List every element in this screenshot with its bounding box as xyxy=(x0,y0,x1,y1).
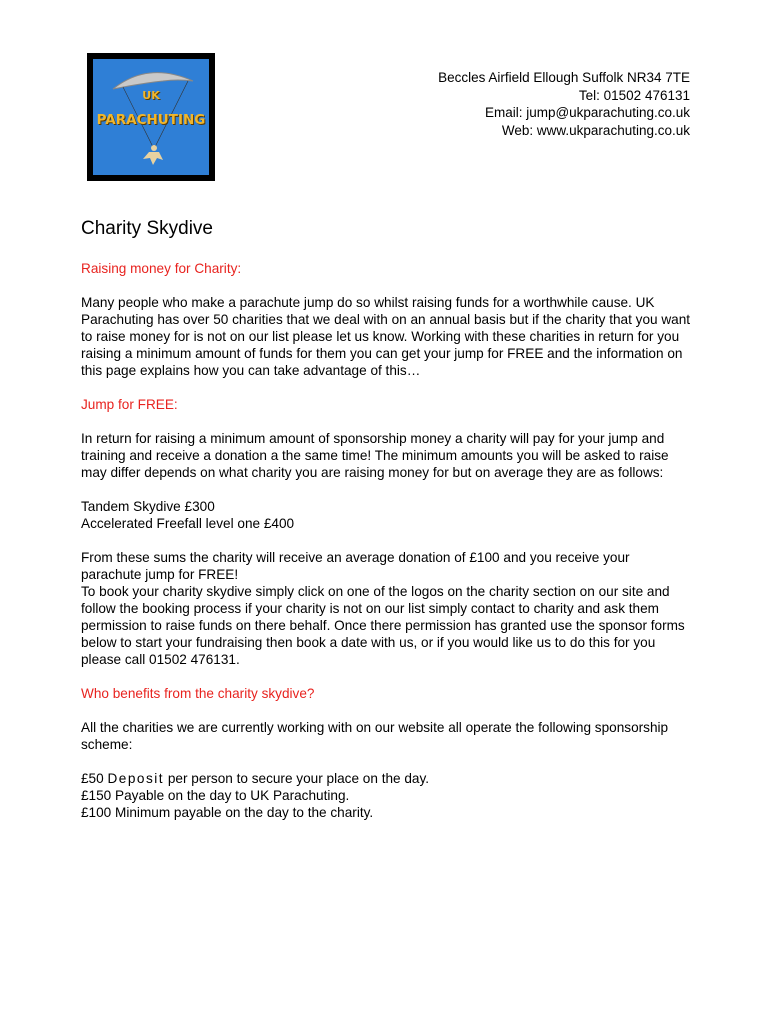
postal-address: Beccles Airfield Ellough Suffolk NR34 7TE xyxy=(438,70,690,85)
fee-deposit-amount: £50 xyxy=(81,771,104,786)
heading-who-benefits: Who benefits from the charity skydive? xyxy=(81,686,315,701)
paragraph-jump-for-free: In return for raising a minimum amount of sponsorship money a charity will pay for your jump and training and receive a donation a the same time! The minimum amounts you will be asked to raise may differ depends on what charity you are raising money for but on average they are as follows: xyxy=(81,431,669,480)
logo-background xyxy=(93,59,209,175)
fee-deposit xyxy=(81,771,429,786)
logo-text-uk: UK xyxy=(142,89,160,102)
paragraph-who-benefits: All the charities we are currently working with on our website all operate the following sponsorship scheme: xyxy=(81,720,669,752)
paragraph-booking xyxy=(81,549,693,668)
text-book: To book your charity skydive simply click on one of the logos on the charity section on our site and follow the booking process if your charity is not on our list simply contact to charity and ask them permission to raise funds on there behalf. Once there permission has granted use the sponsor forms below to start your fundraising then book a date with us, or if you would like us to do this for you please call 01502 476131. xyxy=(81,584,685,667)
logo-text-parachuting: PARACHUTING xyxy=(96,112,206,128)
fee-list xyxy=(81,770,693,821)
uk-parachuting-logo xyxy=(87,53,215,181)
price-list xyxy=(81,498,693,532)
email[interactable]: Email: jump@ukparachuting.co.uk xyxy=(484,105,690,120)
main-content xyxy=(81,216,693,838)
fee-minimum-charity: £100 Minimum payable on the day to the charity. xyxy=(81,805,374,820)
heading-raising-money: Raising money for Charity: xyxy=(81,261,242,276)
heading-jump-for-free: Jump for FREE: xyxy=(81,397,178,412)
text-sums: From these sums the charity will receive an average donation of £100 and you receive your parachute jump for FREE! xyxy=(81,550,630,582)
contact-address xyxy=(438,69,690,139)
page-title: Charity Skydive xyxy=(81,218,213,239)
telephone: Tel: 01502 476131 xyxy=(578,87,690,103)
fee-deposit-word: Deposit xyxy=(107,771,165,786)
paragraph-raising-money: Many people who make a parachute jump do so whilst raising funds for a worthwhile cause. UK Parachuting has over 50 charities that we deal with on an annual basis but if the charity that you want to raise money for is not on our list please let us know. Working with these charities in return for you raising a minimum amount of funds for them you can get your jump for FREE and the information on this page explains how you can take advantage of this… xyxy=(81,295,691,378)
website[interactable]: Web: www.ukparachuting.co.uk xyxy=(501,122,690,138)
fee-payable-uk-parachuting: £150 Payable on the day to UK Parachuting. xyxy=(81,788,350,803)
fee-deposit-rest: per person to secure your place on the day. xyxy=(167,771,430,786)
price-aff: Accelerated Freefall level one £400 xyxy=(81,516,295,531)
price-tandem: Tandem Skydive £300 xyxy=(81,499,215,514)
